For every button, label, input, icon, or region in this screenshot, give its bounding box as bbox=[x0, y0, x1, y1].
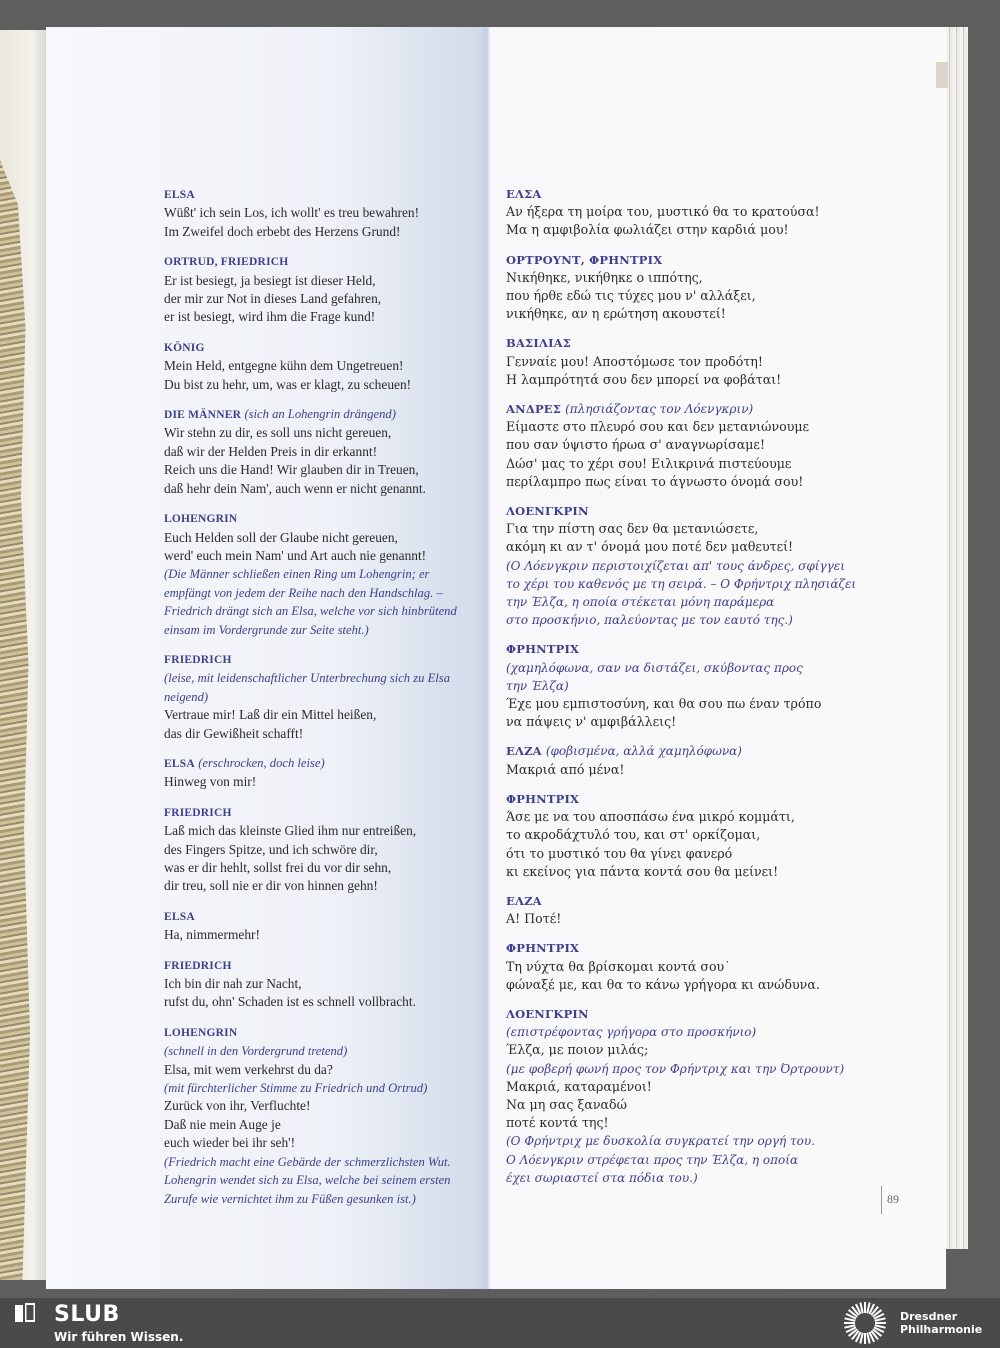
dialogue-block bbox=[164, 185, 484, 241]
speaker-name: ΟΡΤΡΟΥΝΤ, ΦΡΗΝΤΡΙΧ bbox=[506, 252, 663, 267]
philharmonie-sun-icon bbox=[842, 1300, 888, 1346]
speaker-name: LOHENGRIN bbox=[164, 1026, 238, 1039]
dialogue-block bbox=[164, 907, 484, 945]
speaker-line bbox=[164, 650, 484, 669]
verse-line: Ha, nimmermehr! bbox=[164, 927, 260, 943]
speaker-line bbox=[506, 251, 826, 269]
verse-line: Α! Ποτέ! bbox=[506, 911, 562, 927]
dialogue-block bbox=[506, 1005, 845, 1187]
stage-direction-line: einsam im Vordergrunde zur Seite steht.) bbox=[164, 622, 369, 637]
speaker-line bbox=[164, 754, 484, 773]
stage-direction-line: (Die Männer schließen einen Ring um Lohengrin; er bbox=[164, 567, 430, 582]
verse-line: να πάψεις ν' αμφιβάλλεις! bbox=[506, 714, 677, 730]
speaker-name: ΕΛΣΑ bbox=[506, 187, 542, 201]
speaker-line bbox=[506, 1005, 826, 1023]
verse-line: des Fingers Spitze, und ich schwöre dir, bbox=[164, 841, 378, 857]
slub-logo-title: SLUB bbox=[54, 1302, 120, 1327]
greek-libretto-column bbox=[506, 185, 857, 1198]
dialogue-block bbox=[506, 939, 826, 994]
stage-direction-line: (mit fürchterlicher Stimme zu Friedrich und Ortrud) bbox=[164, 1081, 428, 1096]
dialogue-block bbox=[506, 742, 826, 778]
verse-line: Wüßt' ich sein Los, ich wollt' es treu bewahren! bbox=[164, 205, 420, 221]
stage-direction-line: Friedrich drängt sich an Elsa, welche vor sich hinbrütend bbox=[164, 604, 457, 619]
verse-line: Για την πίστη σας δεν θα μετανιώσετε, bbox=[506, 521, 759, 537]
speaker-name: FRIEDRICH bbox=[164, 959, 232, 972]
speaker-line bbox=[506, 892, 826, 910]
verse-line: φώναξέ με, και θα το κάνω γρήγορα κι ανώδυνα. bbox=[506, 976, 820, 992]
page-number-rule bbox=[881, 1186, 882, 1214]
speaker-line bbox=[164, 509, 484, 528]
stage-direction-line: (Ο Λόενγκριν περιστοιχίζεται απ' τους άνδρες, σφίγγει bbox=[506, 558, 845, 573]
gold-leaf-decoration bbox=[0, 160, 30, 1280]
stage-direction-line: (Ο Φρήντριχ με δυσκολία συγκρατεί την οργή του. bbox=[506, 1134, 815, 1149]
speaker-name: ΕΛΖΑ bbox=[506, 744, 542, 759]
verse-line: Είμαστε στο πλευρό σου και δεν μετανιώνουμε bbox=[506, 419, 810, 435]
verse-line: Η λαμπρότητά σου δεν μπορεί να φοβάται! bbox=[506, 371, 782, 387]
stage-direction-line: (επιστρέφοντας γρήγορα στο προσκήνιο) bbox=[506, 1025, 757, 1040]
verse-line: Μακριά από μένα! bbox=[506, 761, 625, 777]
speaker-line bbox=[506, 400, 826, 418]
page-stack-edge bbox=[946, 27, 968, 1249]
dialogue-block bbox=[164, 754, 484, 792]
speaker-line bbox=[506, 502, 826, 520]
verse-line: περίλαμπρο πως είναι το άγνωστο όνομά σου! bbox=[506, 473, 804, 489]
stage-direction-line: το χέρι του καθενός με τη σειρά. – Ο Φρήντριχ πλησιάζει bbox=[506, 576, 857, 591]
speaker-name: ΛΟΕΝΓΚΡΙΝ bbox=[506, 1006, 589, 1021]
speaker-name: ELSA bbox=[164, 757, 195, 770]
speaker-name: LOHENGRIN bbox=[164, 513, 238, 526]
verse-line: Έλζα, με ποιον μιλάς; bbox=[506, 1042, 649, 1058]
verse-line: Να μη σας ξαναδώ bbox=[506, 1096, 627, 1112]
verse-line: Euch Helden soll der Glaube nicht gereuen, bbox=[164, 529, 398, 545]
speaker-name: DIE MÄNNER bbox=[164, 409, 242, 422]
dialogue-block bbox=[506, 790, 826, 881]
verse-line: er ist besiegt, wird ihm die Frage kund! bbox=[164, 309, 376, 325]
verse-line: που σαν ύψιστο ήρωα σ' αναγνωρίσαμε! bbox=[506, 437, 766, 453]
verse-line: Wir stehn zu dir, es soll uns nicht gereuen, bbox=[164, 425, 392, 441]
dialogue-block bbox=[164, 803, 484, 896]
speaker-line bbox=[164, 803, 484, 822]
verse-line: Αν ήξερα τη μοίρα του, μυστικό θα το κρατούσα! bbox=[506, 204, 820, 220]
verse-line: Elsa, mit wem verkehrst du da? bbox=[164, 1061, 333, 1077]
stage-direction: (sich an Lohengrin drängend) bbox=[244, 407, 396, 422]
philharmonie-line-2: Philharmonie bbox=[900, 1323, 983, 1336]
dialogue-block bbox=[164, 650, 484, 743]
speaker-name: ΕΛΖΑ bbox=[506, 893, 542, 908]
speaker-name: ELSA bbox=[164, 189, 195, 201]
speaker-line bbox=[164, 405, 484, 424]
verse-line: Δώσ' μας το χέρι σου! Ειλικρινά πιστεύουμε bbox=[506, 455, 792, 471]
stage-direction-line: Zurufe wie vernichtet ihm zu Füßen gesunken ist.) bbox=[164, 1191, 416, 1206]
speaker-line bbox=[164, 1023, 484, 1042]
speaker-line bbox=[506, 640, 826, 658]
dialogue-block bbox=[506, 185, 826, 240]
speaker-line bbox=[506, 742, 826, 760]
dialogue-block bbox=[164, 252, 484, 327]
speaker-line bbox=[506, 939, 826, 957]
speaker-line bbox=[506, 185, 826, 203]
speaker-name: ΑΝΔΡΕΣ bbox=[506, 402, 562, 417]
stage-direction-line: (με φοβερή φωνή προς τον Φρήντριχ και την Όρτρουντ) bbox=[506, 1061, 845, 1076]
previous-page-edge bbox=[0, 30, 46, 1280]
verse-line: Laß mich das kleinste Glied ihm nur entreißen, bbox=[164, 823, 417, 839]
stage-direction-line: neigend) bbox=[164, 689, 209, 704]
stage-direction: (φοβισμένα, αλλά χαμηλόφωνα) bbox=[545, 744, 742, 759]
verse-line: Μακριά, καταραμένοι! bbox=[506, 1078, 652, 1094]
verse-line: Du bist zu hehr, um, was er klagt, zu scheuen! bbox=[164, 376, 412, 392]
dialogue-block bbox=[164, 509, 484, 639]
speaker-name: ΦΡΗΝΤΡΙΧ bbox=[506, 791, 580, 806]
verse-line: Zurück von ihr, Verfluchte! bbox=[164, 1098, 311, 1114]
verse-line: werd' euch mein Nam' und Art auch nie genannt! bbox=[164, 547, 427, 563]
dialogue-block bbox=[164, 956, 484, 1012]
verse-line: Hinweg von mir! bbox=[164, 774, 257, 790]
stage-direction-line: (leise, mit leidenschaftlicher Unterbrechung sich zu Elsa bbox=[164, 671, 450, 686]
slub-logo-subtitle: Wir führen Wissen. bbox=[54, 1330, 184, 1344]
verse-line: νικήθηκε, αν η ερώτηση ακουστεί! bbox=[506, 306, 726, 322]
speaker-line bbox=[164, 338, 484, 357]
stage-direction-line: Ο Λόενγκριν στρέφεται προς την Έλζα, η οποία bbox=[506, 1152, 799, 1167]
verse-line: Daß nie mein Auge je bbox=[164, 1116, 281, 1132]
speaker-name: ΒΑΣΙΛΙΑΣ bbox=[506, 336, 572, 351]
dialogue-block bbox=[506, 400, 826, 491]
speaker-line bbox=[506, 790, 826, 808]
verse-line: was er dir hehlt, sollst frei du vor dir sehn, bbox=[164, 860, 392, 875]
stage-direction-line: empfängt von jedem der Reihe nach den Handschlag. – bbox=[164, 585, 443, 600]
dialogue-block bbox=[506, 640, 826, 731]
dialogue-block bbox=[164, 405, 484, 498]
speaker-name: ΦΡΗΝΤΡΙΧ bbox=[506, 941, 580, 956]
verse-line: das dir Gewißheit schafft! bbox=[164, 725, 304, 741]
speaker-name: ELSA bbox=[164, 910, 195, 923]
verse-line: dir treu, soll nie er dir von hinnen gehn! bbox=[164, 878, 378, 894]
stage-direction-line: (Friedrich macht eine Gebärde der schmerzlichsten Wut. bbox=[164, 1154, 451, 1169]
verse-line: ότι το μυστικό του θα γίνει φανερό bbox=[506, 845, 733, 861]
verse-line: Έχε μου εμπιστοσύνη, και θα σου πω έναν τρόπο bbox=[506, 696, 822, 712]
german-libretto-column bbox=[164, 185, 484, 1219]
speaker-line bbox=[164, 185, 484, 204]
philharmonie-line-1: Dresdner bbox=[900, 1310, 958, 1323]
speaker-line bbox=[506, 334, 826, 352]
verse-line: daß hehr dein Nam', auch wenn er nicht genannt. bbox=[164, 480, 426, 496]
dialogue-block bbox=[506, 334, 826, 389]
verse-line: Vertraue mir! Laß dir ein Mittel heißen, bbox=[164, 707, 377, 723]
stage-direction-line: (schnell in den Vordergrund tretend) bbox=[164, 1044, 348, 1059]
verse-line: Μα η αμφιβολία φωλιάζει στην καρδιά μου! bbox=[506, 222, 789, 238]
speaker-name: KÖNIG bbox=[164, 341, 205, 354]
page-number: 89 bbox=[887, 1192, 899, 1206]
dialogue-block bbox=[164, 1023, 484, 1208]
speaker-name: FRIEDRICH bbox=[164, 653, 232, 666]
speaker-name: ΦΡΗΝΤΡΙΧ bbox=[506, 642, 580, 657]
stage-direction: (πλησιάζοντας τον Λόενγκριν) bbox=[565, 402, 754, 417]
stage-direction-line: (χαμηλόφωνα, σαν να διστάζει, σκύβοντας προς bbox=[506, 660, 803, 675]
verse-line: Im Zweifel doch erbebt des Herzens Grund! bbox=[164, 223, 401, 239]
stage-direction-line: την Έλζα, η οποία στέκεται μόνη παράμερα bbox=[506, 595, 775, 610]
dialogue-block bbox=[164, 338, 484, 394]
verse-line: που ήρθε εδώ τις τύχες μου ν' αλλάξει, bbox=[506, 288, 756, 304]
verse-line: Άσε με να του αποσπάσω ένα μικρό κομμάτι, bbox=[506, 809, 795, 825]
stage-direction: (erschrocken, doch leise) bbox=[198, 755, 325, 770]
stage-direction-line: στο προσκήνιο, παλεύοντας με τον εαυτό της.) bbox=[506, 613, 793, 628]
page-tab-marker bbox=[936, 62, 948, 88]
speaker-line bbox=[164, 907, 484, 926]
verse-line: euch wieder bei ihr seh'! bbox=[164, 1135, 296, 1151]
dialogue-block bbox=[506, 502, 857, 629]
verse-line: Τη νύχτα θα βρίσκομαι κοντά σου˙ bbox=[506, 958, 731, 974]
verse-line: κι εκείνος για πάντα κοντά σου θα μείνει! bbox=[506, 863, 779, 879]
stage-direction-line: την Έλζα) bbox=[506, 678, 569, 693]
verse-line: Γενναίε μου! Αποστόμωσε τον προδότη! bbox=[506, 353, 763, 369]
dialogue-block bbox=[506, 892, 826, 928]
verse-line: daß wir der Helden Preis in dir erkannt! bbox=[164, 443, 378, 459]
speaker-line bbox=[164, 956, 484, 975]
verse-line: Reich uns die Hand! Wir glauben dir in Treuen, bbox=[164, 462, 419, 478]
verse-line: Er ist besiegt, ja besiegt ist dieser Held, bbox=[164, 272, 376, 288]
slub-book-icon bbox=[14, 1302, 36, 1324]
speaker-name: ΛΟΕΝΓΚΡΙΝ bbox=[506, 504, 589, 519]
dialogue-block bbox=[506, 251, 826, 324]
verse-line: rufst du, ohn' Schaden ist es schnell vollbracht. bbox=[164, 994, 416, 1010]
verse-line: Νικήθηκε, νικήθηκε ο ιππότης, bbox=[506, 269, 703, 285]
verse-line: Mein Held, entgegne kühn dem Ungetreuen! bbox=[164, 358, 404, 374]
speaker-name: ORTRUD, FRIEDRICH bbox=[164, 256, 289, 269]
stage-direction-line: έχει σωριαστεί στα πόδια του.) bbox=[506, 1170, 698, 1185]
verse-line: ποτέ κοντά της! bbox=[506, 1115, 609, 1131]
verse-line: Ich bin dir nah zur Nacht, bbox=[164, 976, 302, 992]
speaker-name: FRIEDRICH bbox=[164, 806, 232, 819]
speaker-line bbox=[164, 252, 484, 271]
stage-direction-line: Lohengrin wendet sich zu Elsa, welche bei seinem ersten bbox=[164, 1173, 451, 1188]
verse-line: ακόμη κι αν τ' όνομά μου ποτέ δεν μαθευτεί! bbox=[506, 539, 794, 555]
verse-line: der mir zur Not in dieses Land gefahren, bbox=[164, 291, 382, 307]
verse-line: το ακροδάχτυλό του, και στ' ορκίζομαι, bbox=[506, 827, 761, 843]
philharmonie-logo-text bbox=[900, 1310, 982, 1336]
